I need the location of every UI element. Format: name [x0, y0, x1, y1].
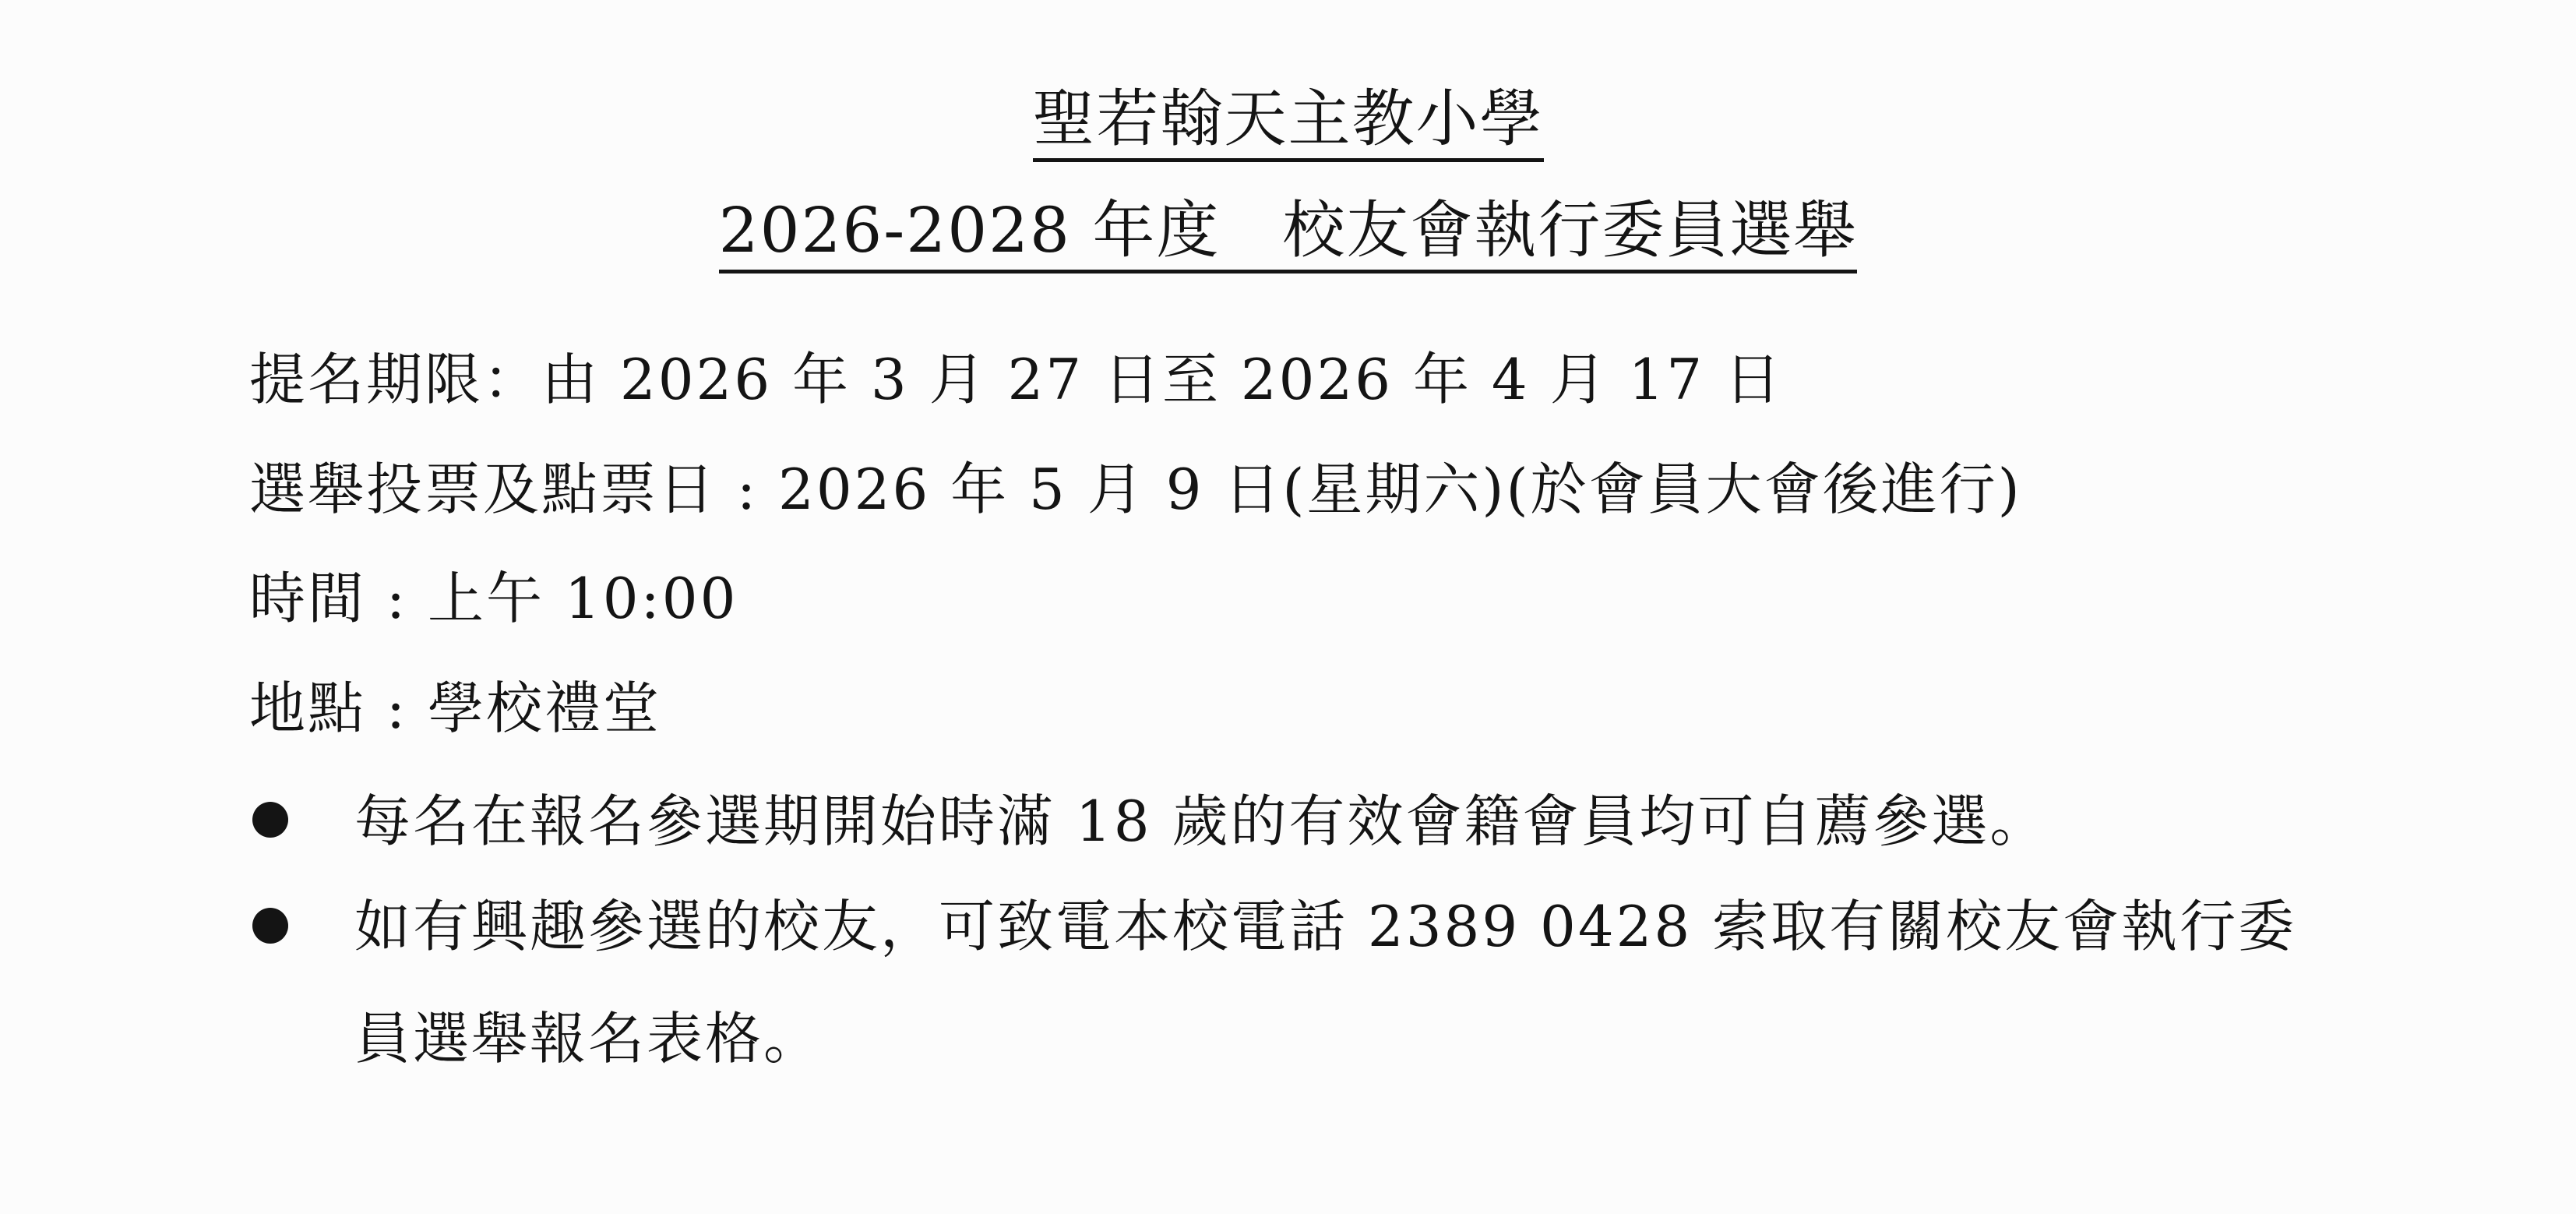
school-title	[0, 80, 2576, 162]
election-year: 2026-2028 年度	[718, 194, 1221, 266]
election-name: 校友會執行委員選舉	[1282, 194, 1858, 266]
school-name: 聖若翰天主教小學	[1033, 83, 1544, 162]
election-title	[0, 192, 2576, 274]
enquiry-note-line-1: 如有興趣參選的校友，可致電本校電話 2389 0428 索取有關校友會執行委	[354, 894, 2297, 959]
bullet-icon	[252, 802, 288, 838]
election-title-underlined	[719, 195, 1858, 274]
nomination-period: 提名期限：由 2026 年 3 月 27 日至 2026 年 4 月 17 日	[249, 347, 1783, 412]
eligibility-note: 每名在報名參選期開始時滿 18 歲的有效會籍會員均可自薦參選。	[354, 789, 2049, 854]
voting-date: 選舉投票及點票日 : 2026 年 5 月 9 日(星期六)(於會員大會後進行)	[249, 457, 2022, 522]
bullet-icon	[252, 908, 288, 944]
enquiry-note-line-2: 員選舉報名表格。	[354, 1006, 823, 1071]
event-venue: 地點 : 學校禮堂	[249, 676, 662, 741]
event-time: 時間 : 上午 10:00	[249, 566, 738, 631]
